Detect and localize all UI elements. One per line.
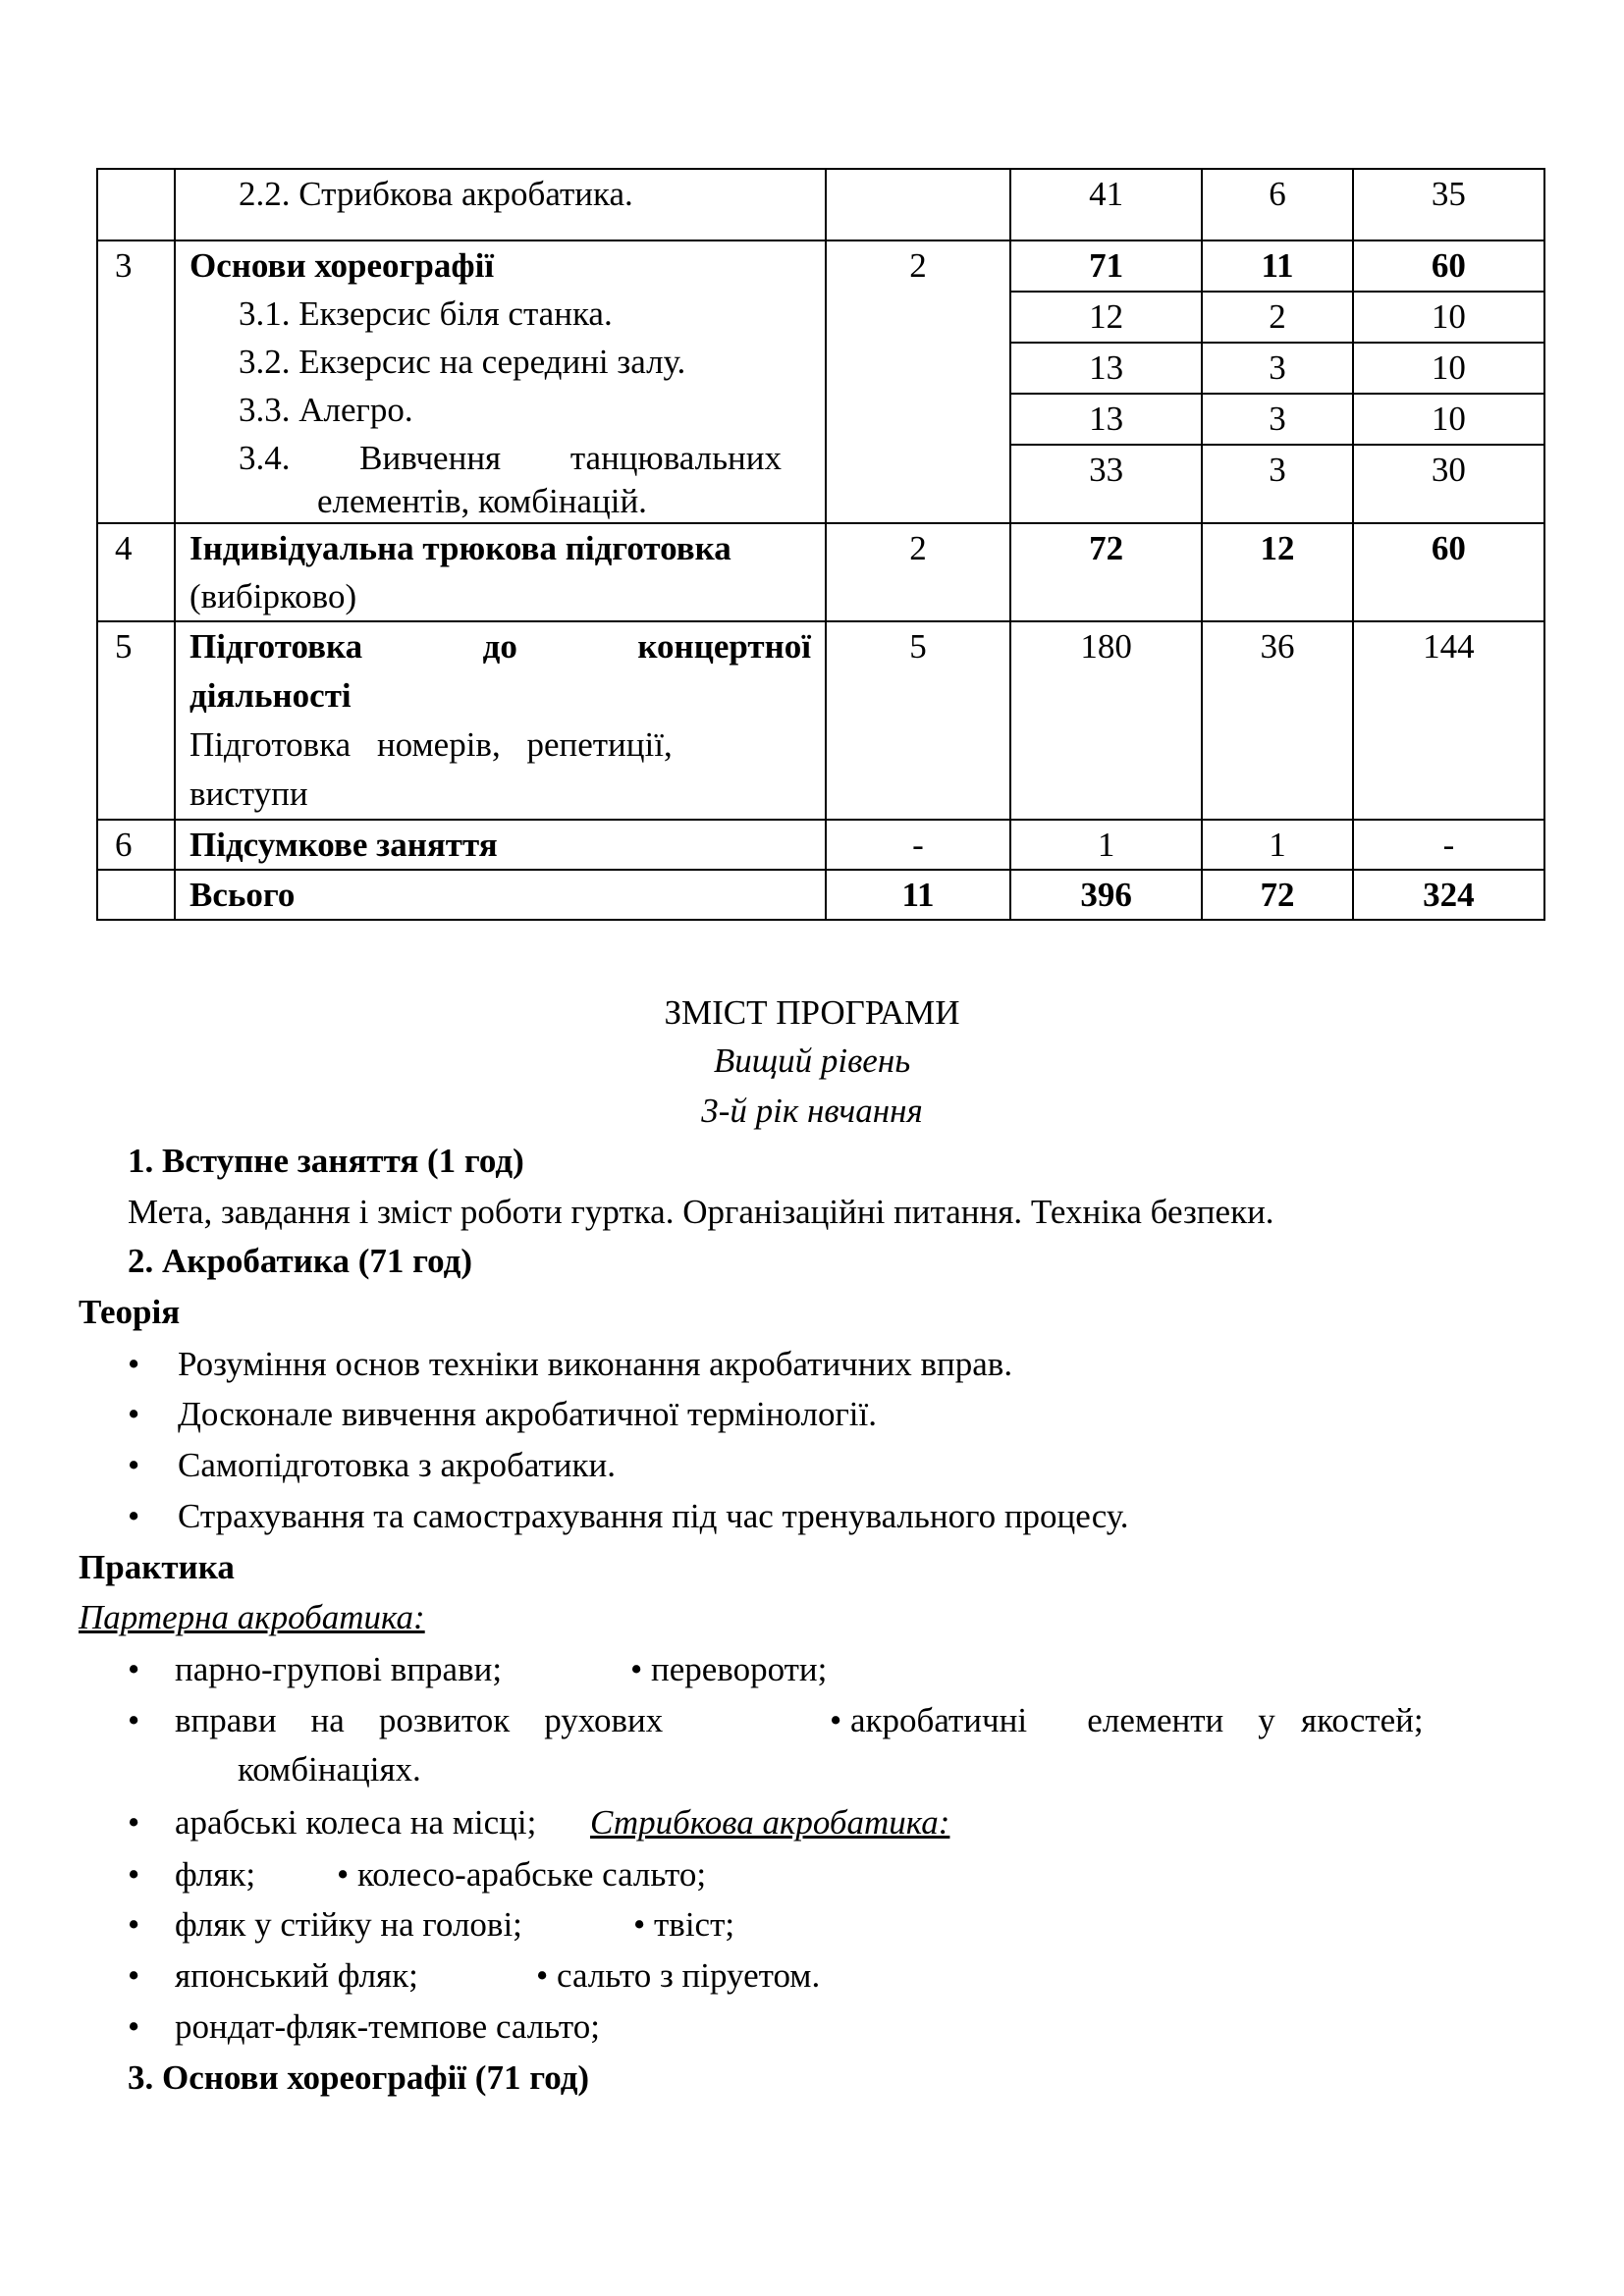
bullet: • xyxy=(128,1345,140,1383)
row-number: 4 xyxy=(97,523,175,621)
row-name: 2.2. Стрибкова акробатика. xyxy=(175,169,826,240)
list-item: парно-групові вправи; xyxy=(175,1650,503,1688)
row-number xyxy=(97,169,175,240)
row-number: 5 xyxy=(97,621,175,820)
subrow-theory: 3 xyxy=(1202,394,1353,445)
table-row xyxy=(97,820,1544,870)
list-item: вправи на розвиток рухових xyxy=(175,1701,664,1739)
list-item: • колесо-арабське сальто; xyxy=(337,1855,707,1894)
theory-label: Теорія xyxy=(79,1293,181,1331)
table-row xyxy=(97,523,1544,621)
subrow-total: 13 xyxy=(1010,394,1202,445)
row-theory: 36 xyxy=(1202,621,1353,820)
subrow-theory: 3 xyxy=(1202,343,1353,394)
bullet: • xyxy=(128,1905,140,1944)
row-practice: 60 xyxy=(1353,240,1544,292)
level-subtitle: Вищий рівень xyxy=(713,1041,911,1080)
list-item: арабські колеса на місці; xyxy=(175,1803,537,1842)
row-theory: 11 xyxy=(1202,240,1353,292)
bullet: • xyxy=(128,2007,140,2046)
row-number: 6 xyxy=(97,820,175,870)
bullet: • xyxy=(128,1956,140,1995)
list-item: Самопідготовка з акробатики. xyxy=(178,1446,616,1484)
subrow-practice: 10 xyxy=(1353,292,1544,343)
list-item: • твіст; xyxy=(633,1905,735,1944)
row-practice: 60 xyxy=(1353,523,1544,621)
subrow-practice: 10 xyxy=(1353,394,1544,445)
practice-label: Практика xyxy=(79,1548,235,1586)
program-title: ЗМІСТ ПРОГРАМИ xyxy=(664,993,960,1032)
year-subtitle: 3-й рік нвчання xyxy=(701,1092,923,1130)
list-item: • акробатичні елементи у якостей; xyxy=(830,1701,1424,1739)
row-total: 41 xyxy=(1010,169,1202,240)
row-theory: 1 xyxy=(1202,820,1353,870)
section-1-text: Мета, завдання і зміст роботи гуртка. Організаційні питання. Техніка безпеки. xyxy=(128,1193,1274,1231)
row-total: 396 xyxy=(1010,870,1202,920)
table-total-row xyxy=(97,870,1544,920)
row-practice: 35 xyxy=(1353,169,1544,240)
subrow-theory: 2 xyxy=(1202,292,1353,343)
row-total: 72 xyxy=(1010,523,1202,621)
list-item: • перевороти; xyxy=(630,1650,828,1688)
list-item-continuation: комбінаціях. xyxy=(238,1750,421,1789)
row-hours: 2 xyxy=(826,523,1010,621)
row-theory: 12 xyxy=(1202,523,1353,621)
subrow-total: 13 xyxy=(1010,343,1202,394)
row-hours xyxy=(826,169,1010,240)
row-hours: 11 xyxy=(826,870,1010,920)
row-hours: 5 xyxy=(826,621,1010,820)
row-name: Підготовка до концертної діяльності Підготовка номерів, репетиції, виступи xyxy=(175,621,826,820)
list-item: Розуміння основ техніки виконання акробатичних вправ. xyxy=(178,1345,1013,1383)
bullet: • xyxy=(128,1650,140,1688)
subrow-practice: 10 xyxy=(1353,343,1544,394)
row-name: Індивідуальна трюкова підготовка (вибірково) xyxy=(175,523,826,621)
row-practice: 324 xyxy=(1353,870,1544,920)
row-name: Всього xyxy=(175,870,826,920)
section-3-title: 3. Основи хореографії (71 год) xyxy=(128,2058,590,2097)
parterre-label: Партерна акробатика: xyxy=(79,1598,425,1636)
subrow-total: 12 xyxy=(1010,292,1202,343)
row-theory: 6 xyxy=(1202,169,1353,240)
row-hours: 2 xyxy=(826,240,1010,523)
list-item: Страхування та самострахування під час тренувального процесу. xyxy=(178,1497,1129,1535)
row-practice: 144 xyxy=(1353,621,1544,820)
bullet: • xyxy=(128,1701,140,1739)
row-total: 71 xyxy=(1010,240,1202,292)
bullet: • xyxy=(128,1497,140,1535)
section-1-title: 1. Вступне заняття (1 год) xyxy=(128,1142,524,1180)
subrow-practice: 30 xyxy=(1353,445,1544,523)
section-2-title: 2. Акробатика (71 год) xyxy=(128,1242,473,1280)
list-item: Досконале вивчення акробатичної термінології. xyxy=(178,1395,877,1433)
row-total: 1 xyxy=(1010,820,1202,870)
list-item: японський фляк; xyxy=(175,1956,418,1995)
jump-acrobatics-label: Стрибкова акробатика: xyxy=(590,1803,950,1842)
row-total: 180 xyxy=(1010,621,1202,820)
row-practice: - xyxy=(1353,820,1544,870)
table-row xyxy=(97,169,1544,240)
row-hours: - xyxy=(826,820,1010,870)
table-row xyxy=(97,240,1544,292)
curriculum-table xyxy=(96,168,1545,921)
table-row xyxy=(97,621,1544,820)
row-name: Підсумкове заняття xyxy=(175,820,826,870)
subrow-total: 33 xyxy=(1010,445,1202,523)
list-item: рондат-фляк-темпове сальто; xyxy=(175,2007,600,2046)
row-number: 3 xyxy=(97,240,175,523)
bullet: • xyxy=(128,1855,140,1894)
list-item: фляк у стійку на голові; xyxy=(175,1905,522,1944)
row-name: Основи хореографії 3.1. Екзерсис біля станка. 3.2. Екзерсис на середині залу. 3.3. Алегро. 3.4. Вивчення танцювальних елементів, комбінацій. xyxy=(175,240,826,523)
list-item: • сальто з піруетом. xyxy=(536,1956,821,1995)
subrow-theory: 3 xyxy=(1202,445,1353,523)
row-number xyxy=(97,870,175,920)
row-theory: 72 xyxy=(1202,870,1353,920)
list-item: фляк; xyxy=(175,1855,256,1894)
bullet: • xyxy=(128,1803,140,1842)
bullet: • xyxy=(128,1446,140,1484)
bullet: • xyxy=(128,1395,140,1433)
